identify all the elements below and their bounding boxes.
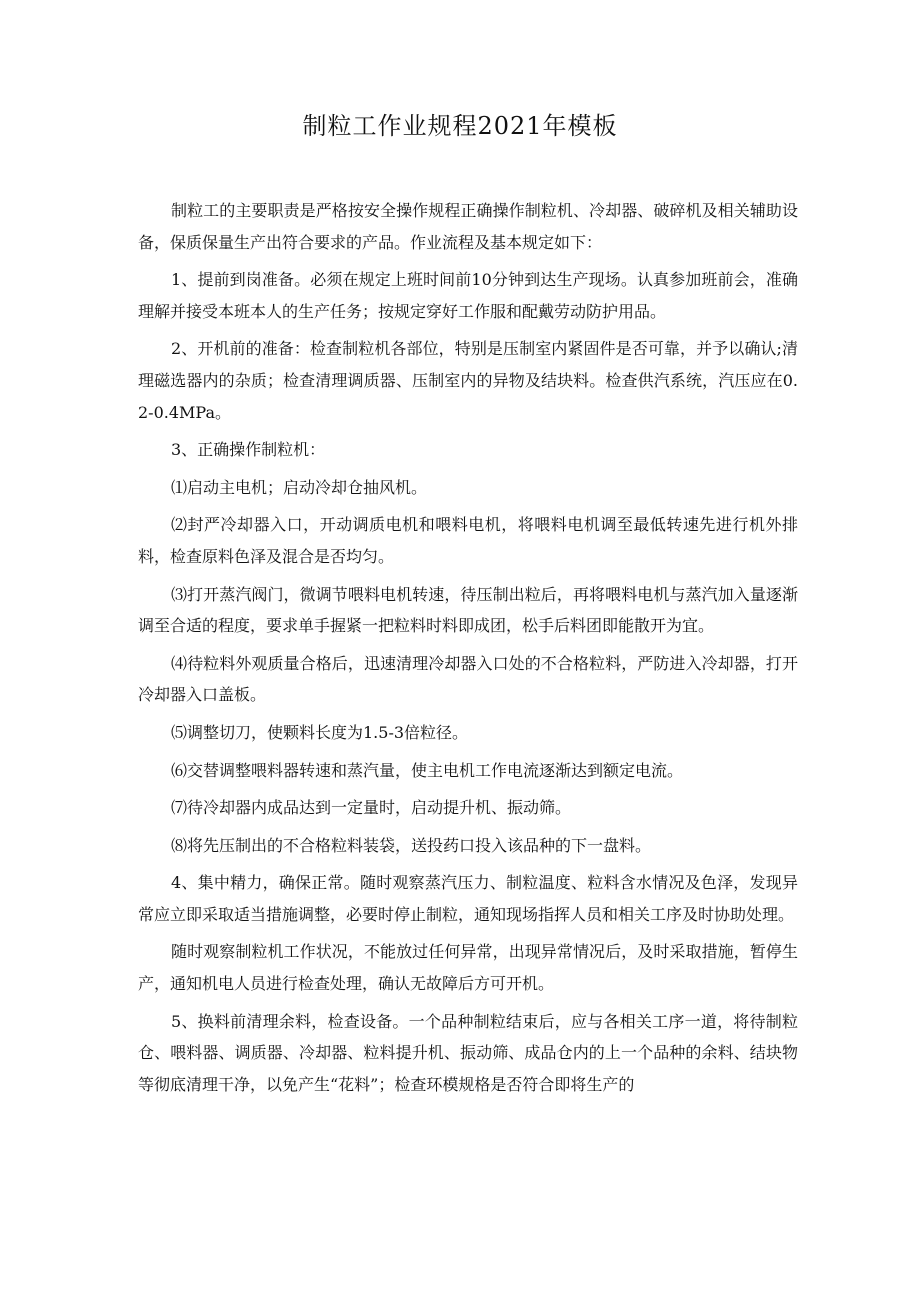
document-title: 制粒工作业规程2021年模板 bbox=[302, 112, 618, 140]
step-5-paragraph: 5、换料前清理余料，检查设备。一个品种制粒结束后，应与各相关工序一道，将待制粒仓、喂料器、调质器、冷却器、粒料提升机、振动筛、成品仓内的上一个品种的余料、结块物等彻底清理干净，以免产生“花料”；检查环模规格是否符合即将生产的 bbox=[138, 1011, 798, 1094]
substep-6-paragraph: ⑹交替调整喂料器转速和蒸汽量，使主电机工作电流逐渐达到额定电流。 bbox=[171, 760, 684, 780]
document-body bbox=[138, 195, 798, 1106]
substep-8-paragraph: ⑻将先压制出的不合格粒料装袋，送投药口投入该品种的下一盘料。 bbox=[171, 835, 652, 855]
substep-7-paragraph: ⑺待冷却器内成品达到一定量时，启动提升机、振动筛。 bbox=[171, 798, 572, 818]
step-3-heading: 3、正确操作制粒机： bbox=[171, 440, 326, 460]
intro-paragraph: 制粒工的主要职责是严格按安全操作规程正确操作制粒机、冷却器、破碎机及相关辅助设备，保质保量生产出符合要求的产品。作业流程及基本规定如下： bbox=[138, 201, 798, 252]
substep-4-paragraph: ⑷待粒料外观质量合格后，迅速清理冷却器入口处的不合格粒料，严防进入冷却器，打开冷却器入口盖板。 bbox=[138, 653, 798, 705]
step-4-paragraph: 4、集中精力，确保正常。随时观察蒸汽压力、制粒温度、粒料含水情况及色泽，发现异常应立即采取适当措施调整，必要时停止制粒，通知现场指挥人员和相关工序及时协助处理。 bbox=[138, 873, 798, 924]
substep-1-paragraph: ⑴启动主电机；启动冷却仓抽风机。 bbox=[171, 477, 428, 497]
step-2-paragraph: 2、开机前的准备：检查制粒机各部位，特别是压制室内紧固件是否可靠，并予以确认;清理磁选器内的杂质；检查清理调质器、压制室内的异物及结块料。检查供汽系统，汽压应在0.2-0.4MPa。 bbox=[138, 339, 798, 422]
substep-3-paragraph: ⑶打开蒸汽阀门，微调节喂料电机转速，待压制出粒后，再将喂料电机与蒸汽加入量逐渐调至合适的程度，要求单手握紧一把粒料时料即成团，松手后料团即能散开为宜。 bbox=[138, 584, 798, 636]
substep-5-paragraph: ⑸调整切刀，使颗料长度为1.5-3倍粒径。 bbox=[171, 722, 469, 742]
monitoring-paragraph: 随时观察制粒机工作状况，不能放过任何异常，出现异常情况后，及时采取措施，暂停生产，通知机电人员进行检查处理，确认无故障后方可开机。 bbox=[138, 942, 798, 994]
step-1-paragraph: 1、提前到岗准备。必须在规定上班时间前10分钟到达生产现场。认真参加班前会，准确理解并接受本班本人的生产任务；按规定穿好工作服和配戴劳动防护用品。 bbox=[138, 270, 798, 321]
substep-2-paragraph: ⑵封严冷却器入口，开动调质电机和喂料电机，将喂料电机调至最低转速先进行机外排料，检查原料色泽及混合是否均匀。 bbox=[138, 515, 798, 566]
